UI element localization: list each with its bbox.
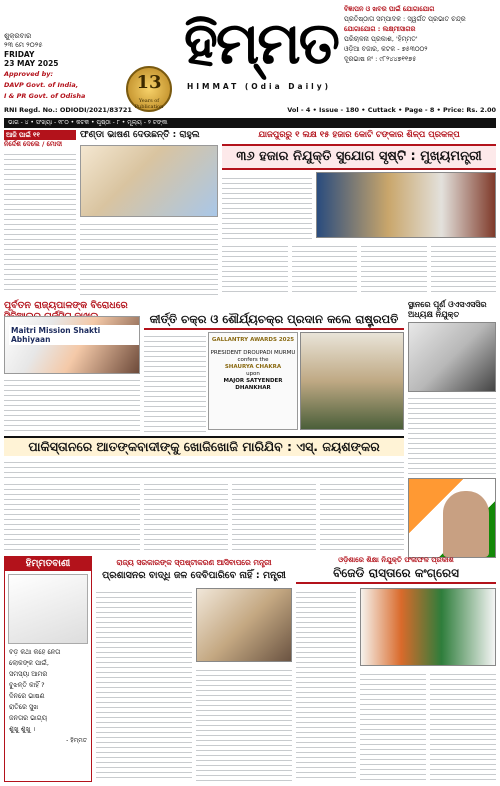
contact-line-1: ବିଜ୍ଞାପନ ଓ ଖବର ପାଇଁ ଯୋଗାଯୋଗ [344, 5, 435, 13]
rni-bar [4, 106, 496, 116]
mla-headline-block [96, 556, 292, 584]
gallantry-certificate [208, 332, 298, 430]
brand [184, 4, 338, 92]
cartoon-verse [5, 647, 91, 735]
approved-davp: DAVP Govt. of India, [4, 81, 79, 89]
verse-line-8: ଶୁଖୁ ଶୁଖୁ । [9, 725, 36, 733]
cert-line-1: PRESIDENT DROUPADI MURMU [210, 350, 296, 356]
right-column-story [408, 300, 496, 476]
cert-line-3: SHAURYA CHAKRA [224, 364, 282, 370]
badge-text: Years of Publication [134, 98, 164, 110]
jaishankar-left-text [4, 480, 140, 550]
approved-ipr: I & PR Govt. of Odisha [4, 92, 86, 100]
date-block [4, 32, 114, 101]
left-subhead: ନିର୍ଦ୍ଦେଶ ଦେଲେ / ମୋଦୀ [4, 140, 63, 148]
weekday: FRIDAY [4, 50, 35, 59]
masthead [4, 2, 496, 122]
cartoon-illustration [8, 574, 88, 644]
governor-headline: ପୂର୍ବତନ ରାଜ୍ୟପାଳଙ୍କ ବିରୋଧରେ [4, 300, 128, 311]
maitri-banner: Maitri Mission Shakti Abhiyaan [9, 325, 139, 345]
rahul-photo [80, 145, 218, 217]
cert-title: GALLANTRY AWARDS 2025 [211, 337, 295, 343]
verse-line-3: ସମସ୍ୟା ଆମର [9, 670, 48, 678]
main-story-photo [316, 172, 496, 238]
jaishankar-intro-text [4, 458, 404, 478]
main-body-text [222, 174, 312, 240]
contact-line-2: ପ୍ରତିଷ୍ଠାତା ସମ୍ପାଦକ : ସ୍ୱର୍ଗତ ପ୍ରଭାତ ଚନ୍ଦ୍ର [344, 15, 466, 23]
congress-body-text [296, 588, 356, 782]
badge-number: 13 [136, 72, 162, 93]
issue-info: Vol - 4 • Issue - 180 • Cuttack • Page - 8 • Price: Rs. 2.00 [287, 106, 496, 114]
date: 23 MAY 2025 [4, 59, 59, 68]
contact-line-6: ଦୂରଭାଷ ନଂ : ୯୮୨୪୪୭୧୧୭୫ [344, 55, 417, 63]
mla-headline: ପ୍ରଶାସନର ବାଦ୍ଧି ଜଳ ଦେବିପାରିବେ ନାହିଁ : ମନ୍ତ୍ରୀ [102, 570, 286, 581]
minister-photo [196, 588, 292, 662]
info-strip: ଭାଗ - ୪ • ସଂଖ୍ୟା - ୧୮୦ • କଟକ • ପୃଷ୍ଠା - ୮ • ମୂଲ୍ୟ - ୨ ଟଙ୍କା [4, 118, 496, 128]
masthead-contact [344, 4, 496, 64]
congress-kicker: ଓଡ଼ିଶାରେ ଶିକ୍ଷା ନିଯୁକ୍ତି ଫଳାଫଳ ପ୍ରକାଶ [338, 556, 454, 564]
rahul-body-text [80, 220, 218, 298]
left-body-text [4, 150, 76, 290]
verse-line-7: ଜନତାର ଭାଗ୍ୟ [9, 714, 48, 722]
governor-body-text [4, 376, 140, 431]
right-body-text [408, 394, 496, 474]
main-body-columns [222, 242, 496, 296]
jaishankar-headline: ପାକିସ୍ତାନରେ ଆତଙ୍କବାଦୀଙ୍କୁ ଖୋଜିଖୋଜି ମାରିଯିବ : ଏସ୍. ଜୟଶଙ୍କର [4, 436, 404, 456]
contact-line-3: ଯୋଗାଯୋଗ : ଲକ୍ଷ୍ମୀସାଗର [344, 25, 416, 33]
date-odia-line2: ୨୩ ମେ ୨୦୨୫ [4, 41, 43, 49]
cartoon-title: ହିମ୍ମତବାଣୀ [5, 557, 91, 571]
award-headline: କୀର୍ତ୍ତି ଚକ୍ର ଓ ଶୌର୍ଯ୍ୟଚକ୍ର ପ୍ରଦାନ କଲେ ରାଷ୍ଟ୍ରପତି [144, 312, 404, 330]
cert-line-4: upon [246, 371, 260, 377]
congress-protest-photo [360, 588, 496, 666]
left-column-story [4, 130, 76, 300]
newspaper-logo: ହିମ୍ମତ [184, 9, 338, 77]
award-body-text [144, 332, 206, 432]
award-ceremony-photo [300, 332, 404, 430]
mla-kicker: ରାଜ୍ୟ ସରକାରଙ୍କ ସ୍ପଷ୍ଟୀକରଣ ଆସିବାପରେ ମନ୍ତ୍ରୀ [116, 558, 272, 567]
congress-body-columns [360, 670, 496, 782]
main-kicker: ଯାଜପୁରରୁ ୧ ଲକ୍ଷ ୧୫ ହଜାର କୋଟି ଟଙ୍କାର ଶିଳ୍ପ ପ୍ରକଳ୍ପ [258, 130, 460, 140]
mla-body-text [96, 588, 192, 782]
congress-headline: ବିଜେଡି ରାସ୍ତାରେ କଂଗ୍ରେସ [296, 566, 496, 584]
verse-line-1: ବଡ଼ କଥା କହେ ନେତା [9, 648, 61, 656]
verse-line-4: ବୁଝନ୍ତି କାହିଁ ? [9, 681, 45, 689]
approved-label: Approved by: [4, 70, 54, 78]
verse-line-6: ରାତିରେ ସୁଖ [9, 703, 39, 711]
cartoon-box [4, 556, 92, 782]
right-photo [408, 322, 496, 392]
cert-line-2: confers the [237, 357, 269, 363]
contact-line-4: ପରିଚାଳନା ପ୍ରକାଶ, 'ହିମ୍ମତ' [344, 35, 418, 43]
verse-line-5: ଦିନରେ ଭାଷଣ [9, 692, 45, 700]
jaishankar-body-columns [144, 480, 404, 550]
right-headline: ସ୍ଥାନରେ ପୂର୍ଣ ଓଏସଏସସିର ଅଧ୍ୟକ୍ଷ ନିଯୁକ୍ତ [408, 300, 487, 319]
mla-body-text-2 [196, 666, 292, 782]
jaishankar-photo [408, 478, 496, 558]
date-odia: ଶୁକ୍ରବାର [4, 32, 32, 40]
newspaper-tagline: HIMMAT (Odia Daily) [186, 82, 332, 91]
cartoon-signature: - ହିମ୍ମତ [66, 737, 87, 744]
main-headline: ୩୬ ହଜାର ନିଯୁକ୍ତି ସୁଯୋଗ ସୃଷ୍ଟି : ମୁଖ୍ୟମନ୍ତ୍ରୀ [222, 144, 496, 170]
rni-number: RNI Regd. No.: ODIODI/2021/83721 [4, 106, 132, 114]
left-kicker: ଆଜି ପାଇଁ ୧୧ [4, 130, 76, 140]
contact-line-5: ଓଡ଼ିଆ ବଜାର, କଟକ - ୭୫୩୦୦୨ [344, 45, 428, 53]
governor-photo [4, 316, 140, 374]
rahul-headline: ଫଣ୍ଡା ଭାଷଣ ଦେଉଛନ୍ତି : ରାହୁଲ [80, 130, 200, 140]
jaishankar-portrait [443, 491, 489, 557]
cert-line-5: MAJOR SATYENDER DHANKHAR [223, 378, 283, 391]
verse-line-2: ଲୋକଙ୍କ ପାଇଁ, [9, 659, 49, 667]
